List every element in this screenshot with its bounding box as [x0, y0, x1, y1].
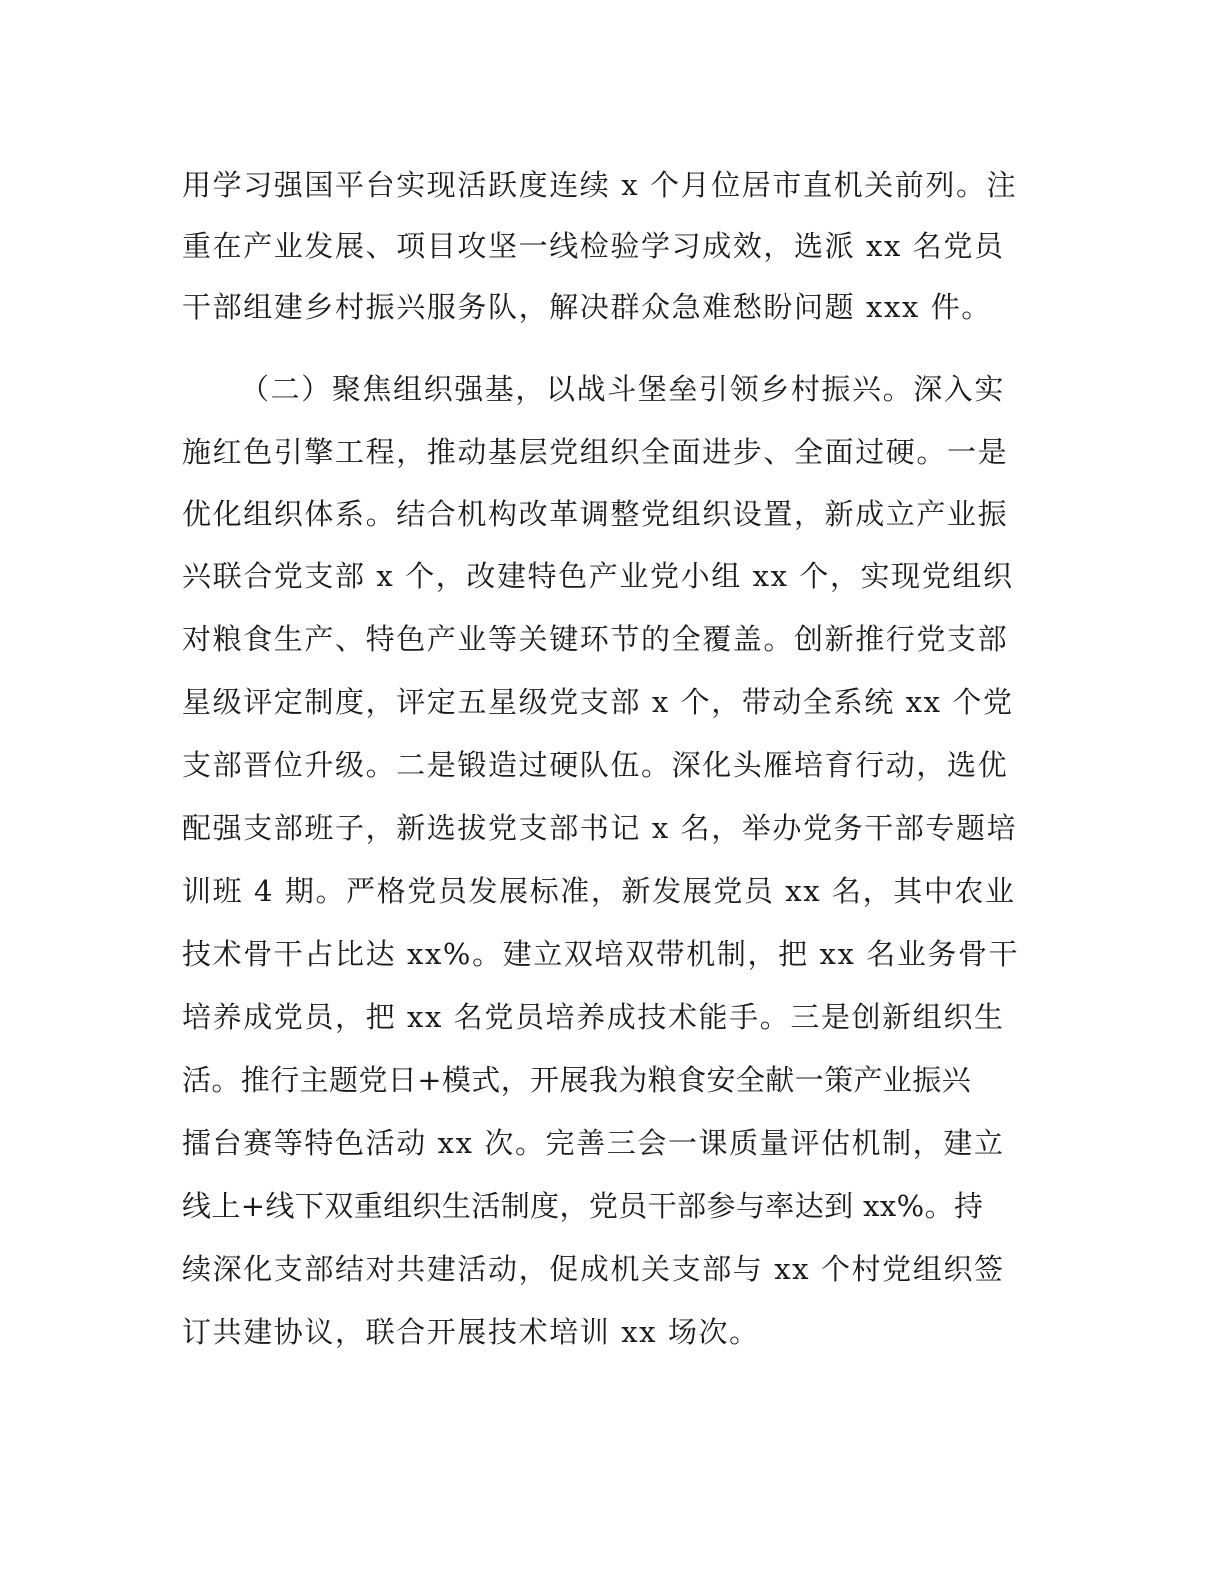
paragraph-line: 干部组建乡村振兴服务队，解决群众急难愁盼问题 xxx 件。 — [182, 290, 992, 324]
section-heading-line: （二）聚焦组织强基，以战斗堡垒引领乡村振兴。深入实 — [240, 372, 1006, 406]
paragraph-line: 活。推行主题党日+模式，开展我为粮食安全献一策产业振兴 — [182, 1063, 972, 1097]
paragraph-line: 订共建协议，联合开展技术培训 xx 场次。 — [182, 1315, 760, 1349]
paragraph-line: 擂台赛等特色活动 xx 次。完善三会一课质量评估机制，建立 — [182, 1126, 1005, 1160]
paragraph-line: 支部晋位升级。二是锻造过硬队伍。深化头雁培育行动，选优 — [182, 748, 1009, 782]
paragraph-line: 配强支部班子，新选拔党支部书记 x 名，举办党务干部专题培 — [182, 811, 1018, 845]
paragraph-line: 训班 4 期。严格党员发展标准，新发展党员 xx 名，其中农业 — [182, 874, 1016, 908]
paragraph-line: 对粮食生产、特色产业等关键环节的全覆盖。创新推行党支部 — [182, 622, 1009, 656]
paragraph-line: 用学习强国平台实现活跃度连续 x 个月位居市直机关前列。注 — [182, 168, 1018, 202]
paragraph-line: 培养成党员，把 xx 名党员培养成技术能手。三是创新组织生 — [182, 1000, 1005, 1034]
paragraph-line: 兴联合党支部 x 个，改建特色产业党小组 xx 个，实现党组织 — [182, 559, 1014, 593]
paragraph-line: 技术骨干占比达 xx%。建立双培双带机制，把 xx 名业务骨干 — [182, 937, 1020, 971]
paragraph-line: 线上+线下双重组织生活制度，党员干部参与率达到 xx%。持 — [182, 1189, 984, 1223]
paragraph-line: 施红色引擎工程，推动基层党组织全面进步、全面过硬。一是 — [182, 435, 1009, 469]
paragraph-line: 重在产业发展、项目攻坚一线检验学习成效，选派 xx 名党员 — [182, 229, 1005, 263]
paragraph-line: 星级评定制度，评定五星级党支部 x 个，带动全系统 xx 个党 — [182, 685, 1014, 719]
paragraph-line: 优化组织体系。结合机构改革调整党组织设置，新成立产业振 — [182, 497, 1009, 531]
paragraph-line: 续深化支部结对共建活动，促成机关支部与 xx 个村党组织签 — [182, 1252, 1005, 1286]
